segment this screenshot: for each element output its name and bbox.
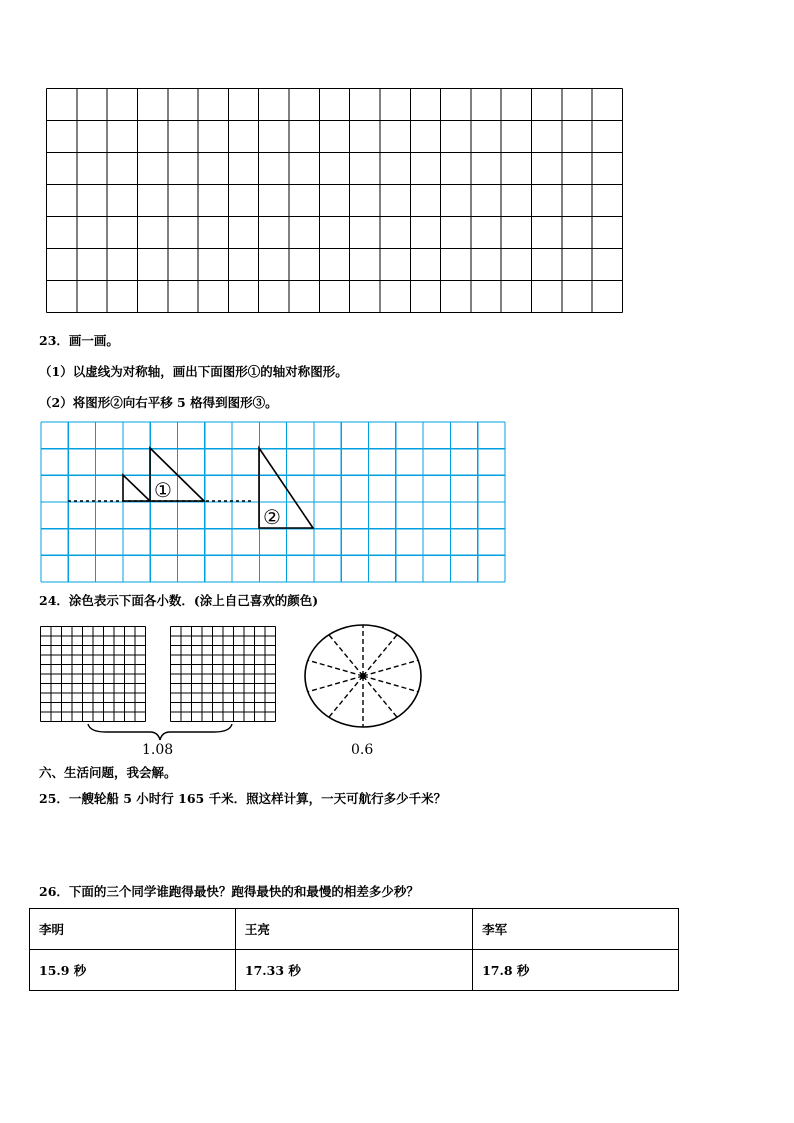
circle-divided: [304, 624, 424, 730]
q26-text: 26．下面的三个同学谁跑得最快？跑得最快的和最慢的相差多少秒？: [39, 884, 419, 899]
hundred-square-2: [170, 626, 276, 722]
shape-2-label: ②: [263, 505, 281, 529]
table-row: [30, 909, 679, 950]
student-time: 17.8 秒: [473, 950, 679, 991]
q23-part2: （2）将图形②向右平移 5 格得到图形③。: [39, 395, 278, 410]
student-name: 李军: [473, 909, 679, 950]
student-name: 王亮: [235, 909, 472, 950]
student-name: 李明: [30, 909, 236, 950]
student-time: 17.33 秒: [235, 950, 472, 991]
brace: [86, 722, 234, 742]
shape-1: [123, 475, 150, 501]
section-6-title: 六、生活问题，我会解。: [39, 765, 177, 780]
q23-part1: （1）以虚线为对称轴，画出下面图形①的轴对称图形。: [39, 364, 348, 379]
circle-decimal-label: 0.6: [351, 742, 374, 758]
student-time: 15.9 秒: [30, 950, 236, 991]
q25-text: 25．一艘轮船 5 小时行 165 千米．照这样计算，一天可航行多少千米？: [39, 791, 447, 806]
top-blank-grid: [46, 88, 623, 314]
q24-title: 24．涂色表示下面各小数．(涂上自己喜欢的颜色): [39, 593, 319, 608]
speed-table: [29, 908, 679, 991]
shape-1-label: ①: [154, 478, 172, 502]
hundred-square-1: [40, 626, 146, 722]
q23-drawing-grid: [40, 421, 506, 583]
q23-title: 23．画一画。: [39, 333, 119, 348]
squares-decimal-label: 1.08: [142, 742, 174, 758]
table-row: [30, 950, 679, 991]
